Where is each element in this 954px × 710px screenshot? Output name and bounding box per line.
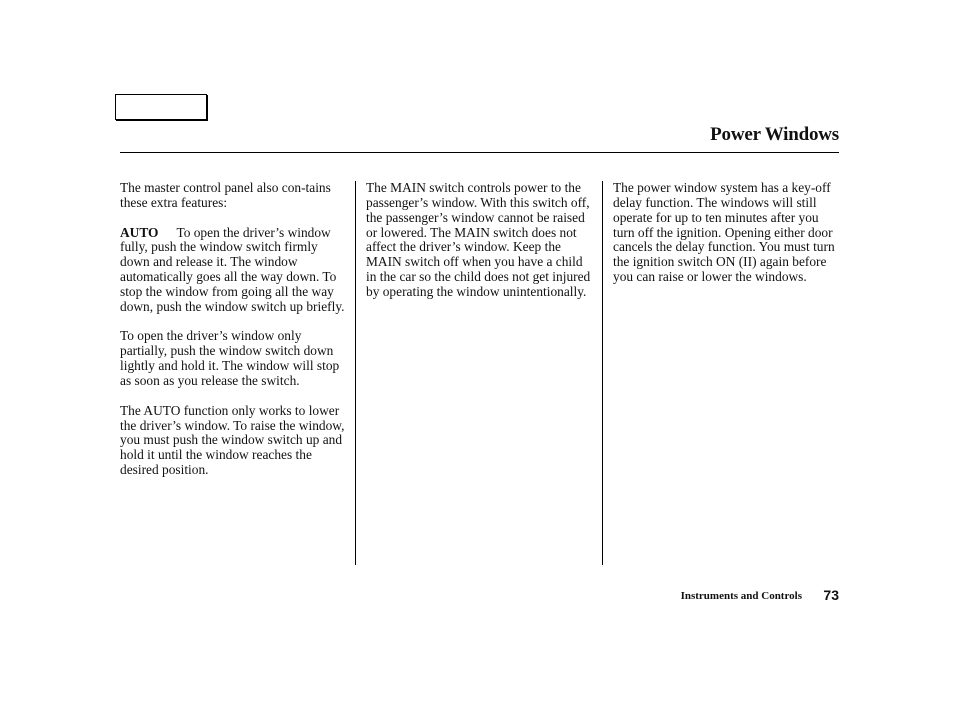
column-1	[120, 181, 346, 493]
column-3	[613, 181, 841, 300]
column-divider-2	[602, 181, 603, 565]
key-off-delay-paragraph: The power window system has a key-off delay function. The windows will still operate for up to ten minutes after you turn off the ignition. Opening either door cancels the delay function. You must turn the ignition switch ON (II) again before you can raise or lower the windows.	[613, 180, 835, 285]
auto-description: To open the driver’s window fully, push the window switch firmly down and release it. The window automatically goes all the way down. To stop the window from going all the way down, push the window switch up briefly.	[120, 224, 345, 314]
auto-term: AUTO	[120, 224, 159, 240]
partial-open-paragraph: To open the driver’s window only partially, push the window switch down lightly and hold it. The window will stop as soon as you release the switch.	[120, 328, 340, 388]
auto-limit-paragraph: The AUTO function only works to lower the driver’s window. To raise the window, you must push the window switch up and hold it until the window reaches the desired position.	[120, 402, 345, 478]
column-divider-1	[355, 181, 356, 565]
intro-paragraph: The master control panel also con-tains these extra features:	[120, 180, 331, 210]
main-menu-box[interactable]	[115, 94, 207, 120]
column-2	[366, 181, 592, 315]
page-number: 73	[823, 587, 839, 603]
page-title: Power Windows	[710, 124, 839, 145]
footer-section-title: Instruments and Controls	[680, 590, 802, 602]
auto-paragraph	[120, 226, 346, 315]
header-rule	[120, 152, 839, 153]
main-switch-paragraph: The MAIN switch controls power to the passenger’s window. With this switch off, the passenger’s window cannot be raised or lowered. The MAIN switch does not affect the driver’s window. Keep the MAIN switch off when you have a child in the car so the child does not get injured by operating the window unintentionally.	[366, 180, 591, 299]
